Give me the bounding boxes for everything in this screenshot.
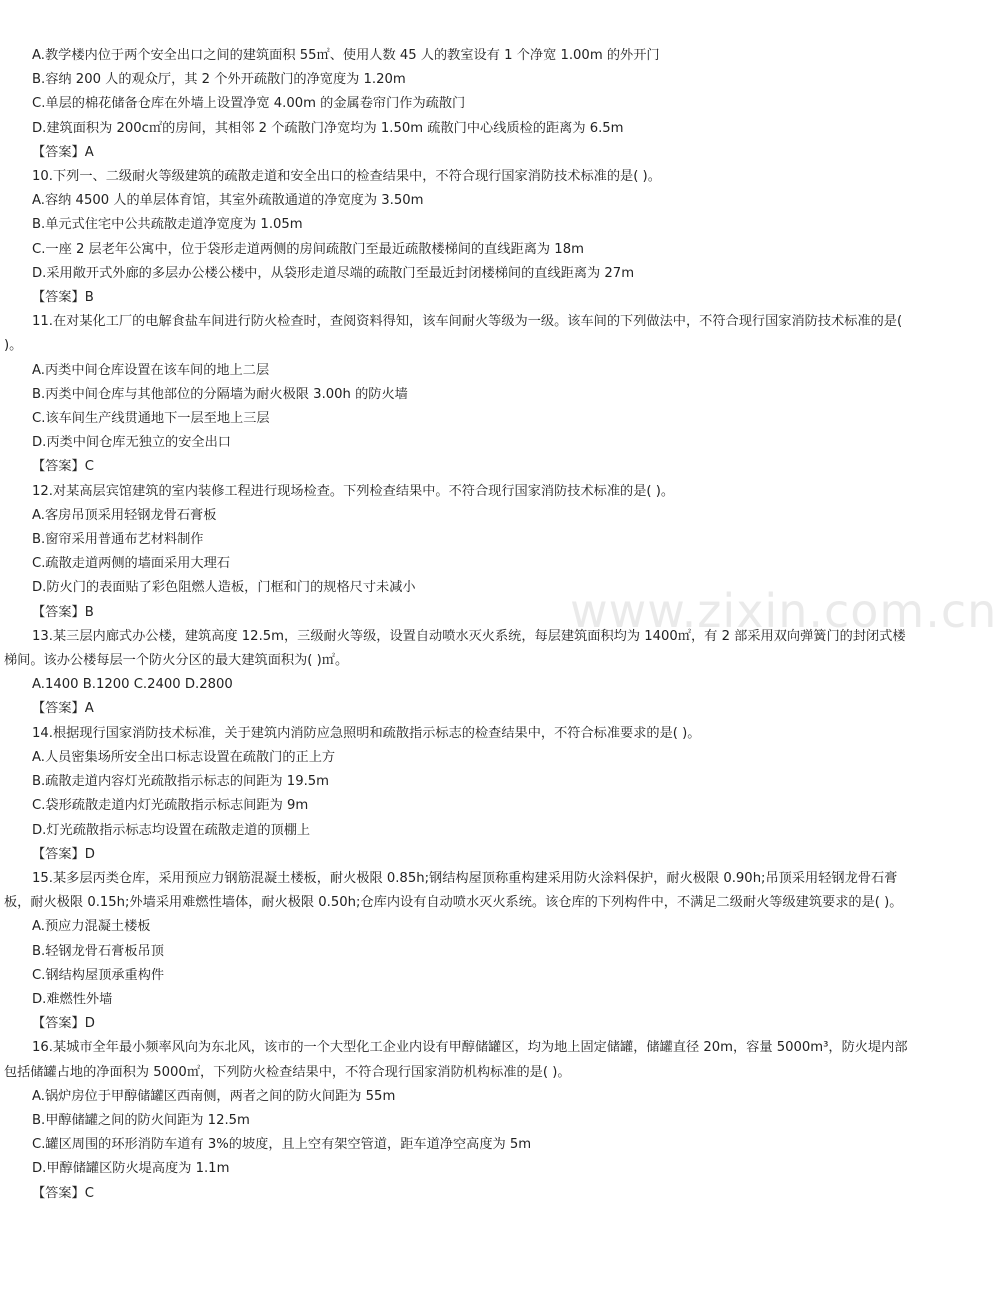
answer-line: 【答案】C <box>32 459 94 475</box>
text-line: C.钢结构屋顶承重构件 <box>32 967 165 983</box>
question-line: 12.对某高层宾馆建筑的室内装修工程进行现场检查。下列检查结果中。不符合现行国家消防技术标准的是( )。 <box>32 483 675 499</box>
question-line: 11.在对某化工厂的电解食盐车间进行防火检查时，查阅资料得知，该车间耐火等级为一级。该车间的下列做法中，不符合现行国家消防技术标准的是( )。 <box>4 314 903 354</box>
answer-line: 【答案】A <box>32 144 94 160</box>
text-line: B.甲醇储罐之间的防火间距为 12.5m <box>32 1112 250 1128</box>
text-line: B.疏散走道内容灯光疏散指示标志的间距为 19.5m <box>32 774 330 790</box>
question-line: 16.某城市全年最小频率风向为东北风，该市的一个大型化工企业内设有甲醇储罐区，均为地上固定储罐，储罐直径 20m，容量 5000m³，防火堤内部包括储罐占地的净面积为 5000㎡，下列防火检查结果中，不符合现行国家消防机构标准的是( )。 <box>4 1040 908 1080</box>
answer-line: 【答案】B <box>32 290 94 306</box>
text-line: C.疏散走道两侧的墙面采用大理石 <box>32 556 231 572</box>
text-line: A.教学楼内位于两个安全出口之间的建筑面积 55㎡、使用人数 45 人的教室设有 1 个净宽 1.00m 的外开门 <box>32 48 660 63</box>
text-line: D.灯光疏散指示标志均设置在疏散走道的顶棚上 <box>32 822 311 838</box>
text-line: B.容纳 200 人的观众厅，其 2 个外开疏散门的净宽度为 1.20m <box>32 72 406 88</box>
text-line: D.建筑面积为 200c㎡的房间，其相邻 2 个疏散门净宽均为 1.50m 疏散门中心线质检的距离为 6.5m <box>32 120 624 136</box>
text-line: D.采用敞开式外廊的多层办公楼公楼中，从袋形走道尽端的疏散门至最近封闭楼梯间的直线距离为 27m <box>32 265 635 281</box>
text-line: C.罐区周围的环形消防车道有 3%的坡度，且上空有架空管道，距车道净空高度为 5m <box>32 1137 532 1153</box>
answer-line: 【答案】C <box>32 1185 94 1201</box>
text-line: A.人员密集场所安全出口标志设置在疏散门的正上方 <box>32 749 336 765</box>
answer-line: 【答案】B <box>32 604 94 620</box>
text-line: A.容纳 4500 人的单层体育馆，其室外疏散通道的净宽度为 3.50m <box>32 193 424 209</box>
watermark: www.zixin.com.cn <box>570 584 997 638</box>
answer-line: 【答案】D <box>32 1016 95 1032</box>
text-line: D.丙类中间仓库无独立的安全出口 <box>32 435 231 451</box>
text-line: D.难燃性外墙 <box>32 991 113 1007</box>
text-line: D.甲醇储罐区防火堤高度为 1.1m <box>32 1161 230 1177</box>
text-line: B.单元式住宅中公共疏散走道净宽度为 1.05m <box>32 217 303 233</box>
text-line: C.单层的棉花储备仓库在外墙上设置净宽 4.00m 的金属卷帘门作为疏散门 <box>32 96 466 112</box>
text-line: B.轻钢龙骨石膏板吊顶 <box>32 943 164 959</box>
text-line: A.锅炉房位于甲醇储罐区西南侧，两者之间的防火间距为 55m <box>32 1088 396 1104</box>
document-body <box>0 44 920 1206</box>
text-line: A.1400 B.1200 C.2400 D.2800 <box>32 677 233 693</box>
text-line: A.客房吊顶采用轻钢龙骨石膏板 <box>32 507 217 523</box>
answer-line: 【答案】A <box>32 701 94 717</box>
question-line: 15.某多层丙类仓库，采用预应力钢筋混凝土楼板，耐火极限 0.85h;钢结构屋顶称重构建采用防火涂料保护，耐火极限 0.90h;吊顶采用轻钢龙骨石膏板，耐火极限 0.15h;外墙采用难燃性墙体，耐火极限 0.50h;仓库内设有自动喷水灭火系统。该仓库的下列构件中，不满足二级耐火等级建筑要求的是( )。 <box>4 870 903 911</box>
question-line: 10.下列一、二级耐火等级建筑的疏散走道和安全出口的检查结果中，不符合现行国家消防技术标准的是( )。 <box>32 169 661 185</box>
answer-line: 【答案】D <box>32 846 95 862</box>
text-line: C.该车间生产线贯通地下一层至地上三层 <box>32 411 270 427</box>
question-line: 14.根据现行国家消防技术标准，关于建筑内消防应急照明和疏散指示标志的检查结果中，不符合标准要求的是( )。 <box>32 725 701 741</box>
question-line: 13.某三层内廊式办公楼，建筑高度 12.5m，三级耐火等级，设置自动喷水灭火系统，每层建筑面积均为 1400㎡，有 2 部采用双向弹簧门的封闭式楼梯间。该办公楼每层一个防火分区的最大建筑面积为( )㎡。 <box>4 628 906 669</box>
text-line: C.一座 2 层老年公寓中，位于袋形走道两侧的房间疏散门至最近疏散楼梯间的直线距离为 18m <box>32 241 584 257</box>
text-line: D.防火门的表面贴了彩色阻燃人造板，门框和门的规格尺寸未减小 <box>32 580 416 596</box>
text-line: A.丙类中间仓库设置在该车间的地上二层 <box>32 362 270 378</box>
text-line: A.预应力混凝土楼板 <box>32 919 151 935</box>
text-line: C.袋形疏散走道内灯光疏散指示标志间距为 9m <box>32 798 309 814</box>
text-line: B.丙类中间仓库与其他部位的分隔墙为耐火极限 3.00h 的防火墙 <box>32 386 408 402</box>
text-line: B.窗帘采用普通布艺材料制作 <box>32 532 204 548</box>
